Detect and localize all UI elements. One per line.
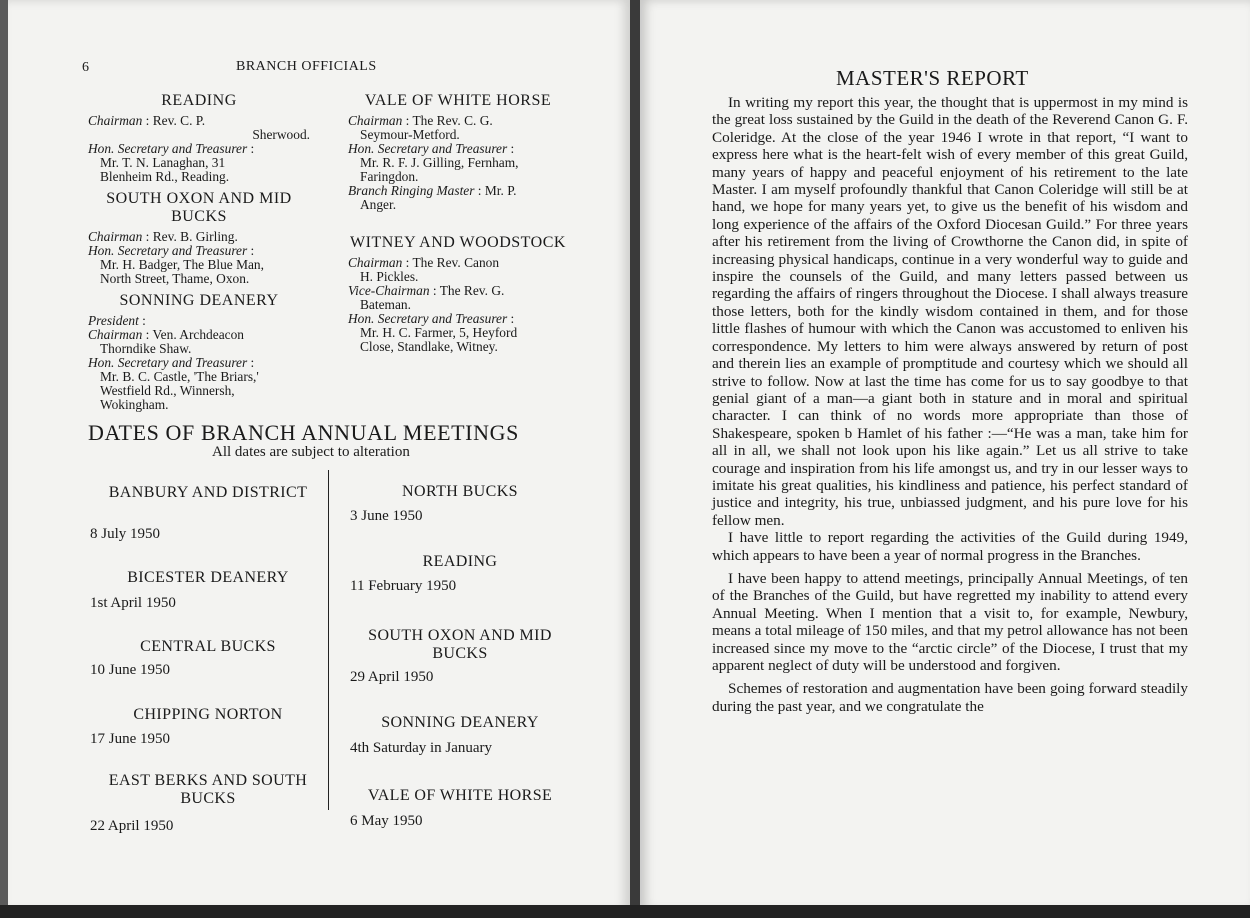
official-line: Vice-Chairman : The Rev. G. [348, 283, 505, 298]
running-head: BRANCH OFFICIALS [236, 59, 377, 74]
official-line: Mr. R. F. J. Gilling, Fernham, [360, 155, 519, 170]
office-label: President [88, 313, 139, 328]
meeting-branch: SOUTH OXON AND MID BUCKS [368, 627, 552, 662]
meeting-branch: NORTH BUCKS [402, 483, 518, 500]
spacer [348, 212, 568, 228]
scan-edge [0, 905, 1250, 918]
official-line: Blenheim Rd., Reading. [100, 169, 230, 184]
official-line: Hon. Secretary and Treasurer : [88, 243, 255, 258]
official-line: Faringdon. [360, 169, 419, 184]
meeting-branch: BICESTER DEANERY [127, 569, 289, 586]
office-label: Hon. Secretary and Treasurer [88, 141, 248, 156]
meeting-date: 10 June 1950 [90, 662, 170, 678]
office-label: Hon. Secretary and Treasurer [88, 355, 248, 370]
branch-heading: WITNEY AND WOODSTOCK [350, 234, 566, 251]
branch-heading: READING [161, 92, 237, 109]
official-line: Seymour-Metford. [360, 127, 460, 142]
report-paragraph: Schemes of restoration and augmentation have been going forward steadily during the past year, and we congratulate the [712, 680, 1188, 715]
meeting-branch: CHIPPING NORTON [133, 706, 283, 723]
official-line: Sherwood. [252, 127, 310, 142]
meeting-branch: EAST BERKS AND SOUTH BUCKS [108, 772, 308, 807]
office-label: Chairman [88, 113, 143, 128]
official-line: H. Pickles. [360, 269, 419, 284]
meeting-date: 11 February 1950 [350, 578, 457, 594]
meeting-date: 8 July 1950 [90, 526, 161, 542]
branch-heading: SONNING DEANERY [119, 292, 279, 309]
report-paragraph: I have been happy to attend meetings, principally Annual Meetings, of ten of the Branches of the Guild, but have regretted my inability to attend every Annual Meeting. When I mention that a visit to, for example, Newbury, means a total mileage of 150 miles, and that my petrol allowance has not been increased since my move to the “arctic circle” of the Diocese, I trust that my apparent neglect of duty will be understood and forgiven. [712, 569, 1188, 674]
branch-heading: SOUTH OXON AND MID BUCKS [106, 190, 292, 225]
meeting-branch: SONNING DEANERY [381, 714, 539, 731]
official-line: Mr. B. C. Castle, 'The Briars,' [100, 369, 259, 384]
column-divider [328, 470, 329, 810]
official-line: Chairman : The Rev. Canon [348, 255, 500, 270]
meeting-date: 22 April 1950 [90, 818, 174, 834]
office-label: Hon. Secretary and Treasurer [88, 243, 248, 258]
official-line: Chairman : Rev. B. Girling. [88, 229, 238, 244]
official-line: Westfield Rd., Winnersh, [100, 383, 235, 398]
official-line: Mr. H. C. Farmer, 5, Heyford [360, 325, 518, 340]
office-label: Vice-Chairman [348, 283, 430, 298]
official-line: Thorndike Shaw. [100, 341, 192, 356]
officials-column-left [88, 86, 310, 412]
meeting-date: 6 May 1950 [350, 813, 423, 829]
book-gutter [630, 0, 640, 918]
office-label: Hon. Secretary and Treasurer [348, 141, 508, 156]
meeting-date: 3 June 1950 [350, 508, 423, 524]
office-label: Branch Ringing Master [348, 183, 475, 198]
office-label: Chairman [88, 327, 143, 342]
official-line: Hon. Secretary and Treasurer : [88, 355, 255, 370]
official-line: Mr. T. N. Lanaghan, 31 [100, 155, 226, 170]
official-line: Bateman. [360, 297, 411, 312]
official-line: Chairman : Ven. Archdeacon [88, 327, 244, 342]
office-label: Chairman [88, 229, 143, 244]
official-line: Hon. Secretary and Treasurer : [348, 311, 515, 326]
official-line: Anger. [360, 197, 397, 212]
meeting-date: 4th Saturday in January [350, 740, 493, 756]
report-paragraph: In writing my report this year, the thought that is uppermost in my mind is the great loss sustained by the Guild in the death of the Reverend Canon G. F. Coleridge. At the close of the year 1946 I wrote in that report, “I want to express here what is the heart-felt wish of every member of this great Guild, many years of happy and peaceful enjoyment of his retirement to the late Master. I am myself profoundly thankful that Canon Coleridge will still be at hand, we hope for many years yet, to give us the benefit of his wisdom and long experience of the affairs of the Oxford Diocesan Guild.” For three years after his retirement from the living of Crowthorne the Canon did, in spite of increasing physical handicaps, continue in a very wonderful way to guide and inspire the counsels of the Guild, and many letters passed between us regarding the affairs of ringers throughout the Diocese. I shall always treasure those letters, both for the kindly wisdom contained in them, and for those little flashes of humour with which the Canon was accustomed to enliven his correspondence. My letters to him were always answered by return of post and therein lies an example of promptitude and courtesy which we should all strive to follow. Now at last the time has come for us to say goodbye to that genial giant of a man—a giant both in stature and in moral and spiritual character. I can think of no words more appropriate than those of Shakespeare, spoken b Hamlet of his father :—“He was a man, take him for all in all, we shall not look upon his like again.” Let us all strive to take courage and inspiration from his life amongst us, and try in our lesser ways to imitate his great qualities, his kindliness and patience, his perfect standard of justice and integrity, his true, unbiassed judgment, and his pure love for his fellow men. [712, 94, 1188, 529]
official-line: Chairman : The Rev. C. G. [348, 113, 493, 128]
meeting-branch: BANBURY AND DISTRICT [108, 484, 308, 501]
official-line: Mr. H. Badger, The Blue Man, [100, 257, 264, 272]
report-title: MASTER'S REPORT [836, 66, 1029, 90]
meeting-date: 29 April 1950 [350, 669, 434, 685]
official-line: Hon. Secretary and Treasurer : [88, 141, 255, 156]
meeting-date: 1st April 1950 [90, 595, 176, 611]
official-line: Chairman : Rev. C. P. [88, 113, 206, 128]
meeting-branch: VALE OF WHITE HORSE [367, 787, 553, 804]
meeting-branch: CENTRAL BUCKS [140, 638, 276, 655]
official-line: Wokingham. [100, 397, 169, 412]
office-label: Chairman [348, 113, 403, 128]
office-label: Hon. Secretary and Treasurer [348, 311, 508, 326]
report-body [712, 94, 1188, 721]
official-line: Close, Standlake, Witney. [360, 339, 498, 354]
meeting-date: 17 June 1950 [90, 731, 170, 747]
officials-column-right [348, 86, 568, 354]
office-label: Chairman [348, 255, 403, 270]
official-line: Hon. Secretary and Treasurer : [348, 141, 515, 156]
meeting-branch: READING [422, 553, 498, 570]
official-line: Branch Ringing Master : Mr. P. [348, 183, 517, 198]
page-number: 6 [82, 60, 89, 75]
report-paragraph: I have little to report regarding the activities of the Guild during 1949, which appears to have been a year of normal progress in the Branches. [712, 529, 1188, 564]
branch-heading: VALE OF WHITE HORSE [364, 92, 552, 109]
meetings-title: DATES OF BRANCH ANNUAL MEETINGS [88, 420, 519, 445]
official-line: President : [88, 313, 146, 328]
official-line: North Street, Thame, Oxon. [100, 271, 250, 286]
meetings-subtitle: All dates are subject to alteration [212, 444, 410, 460]
